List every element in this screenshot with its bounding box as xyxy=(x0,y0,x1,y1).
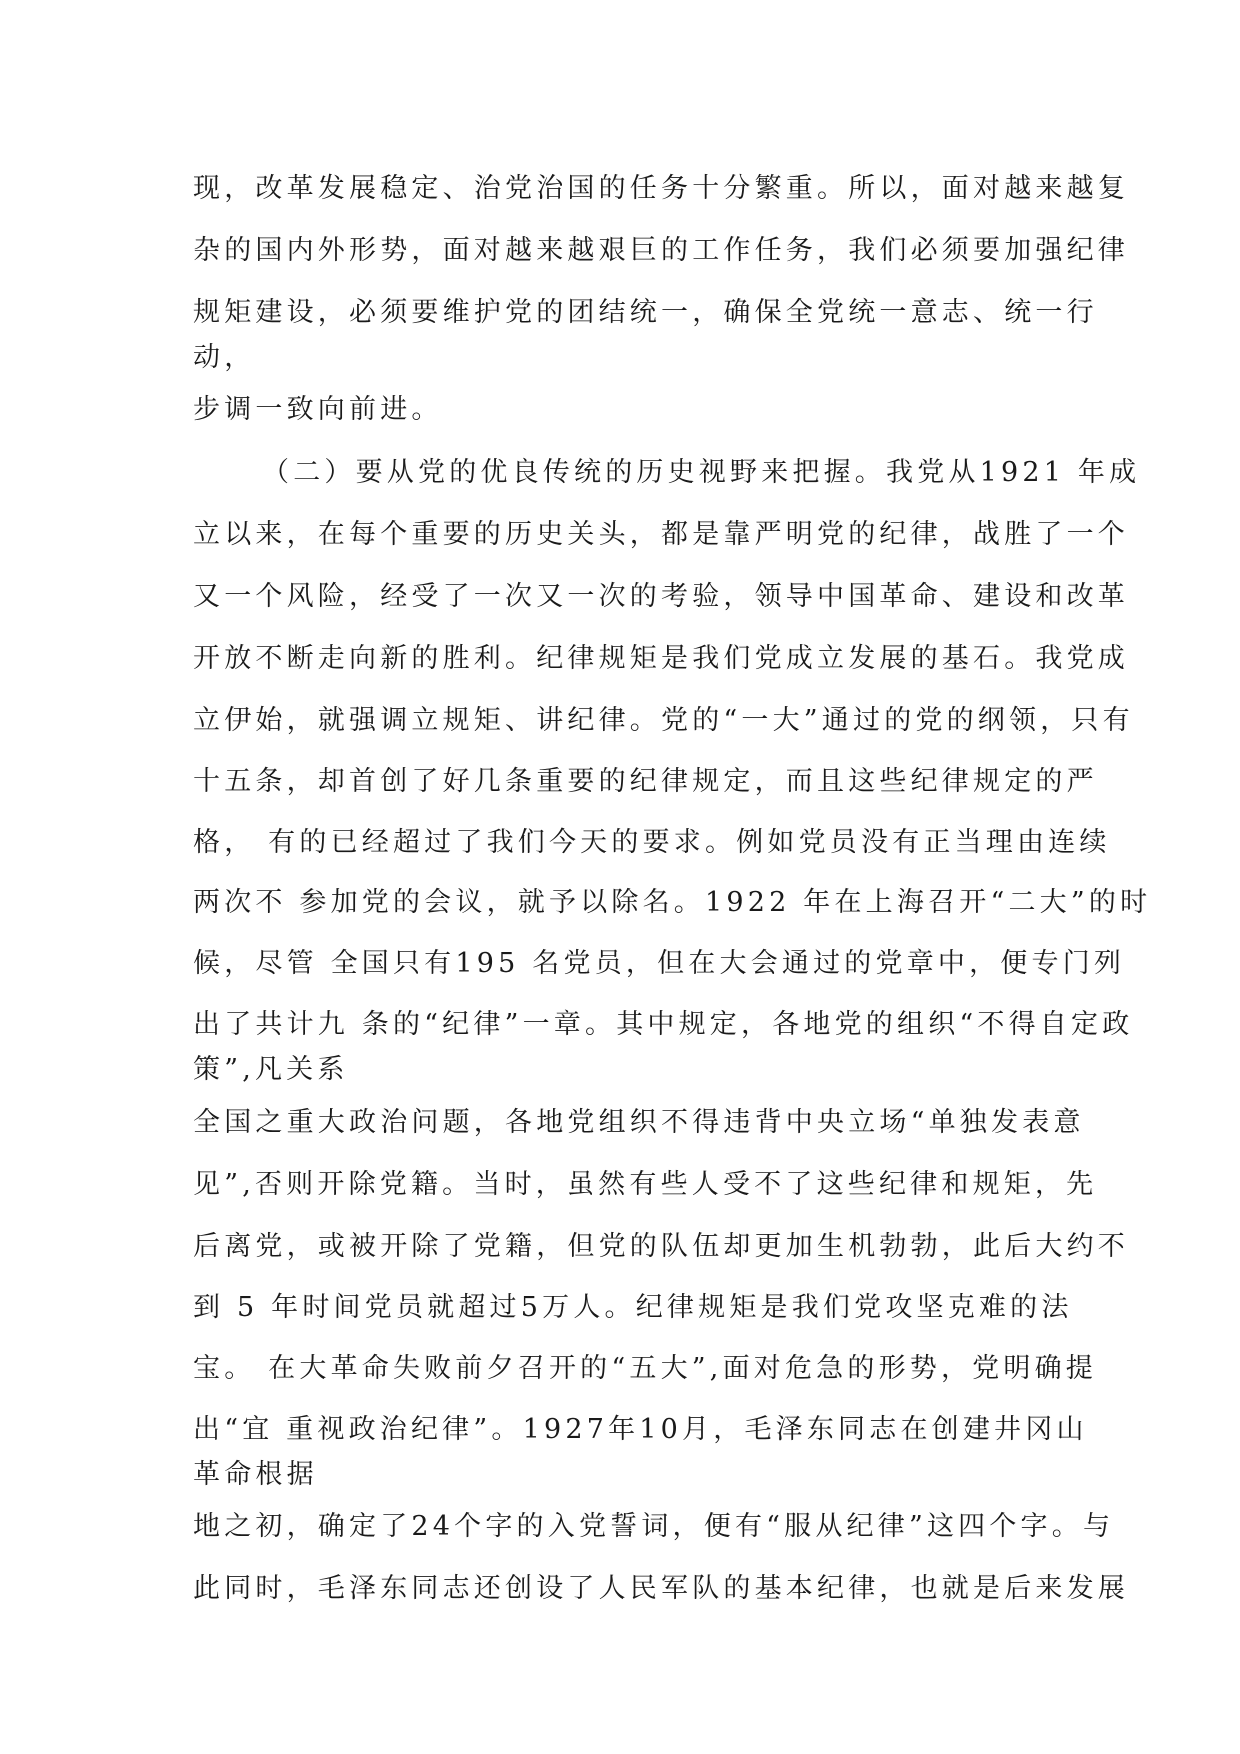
section-heading-line: （二）要从党的优良传统的历史视野来把握。我党从1921 年成 xyxy=(262,457,1141,488)
text-line: 杂的国内外形势，面对越来越艰巨的工作任务，我们必须要加强纪律 xyxy=(193,235,1129,266)
text-line: 立以来，在每个重要的历史关头，都是靠严明党的纪律，战胜了一个 xyxy=(193,519,1129,550)
text-line: 又一个风险，经受了一次又一次的考验，领导中国革命、建设和改革 xyxy=(193,581,1129,612)
text-line: 两次不 参加党的会议，就予以除名。1922 年在上海召开“二大”的时 xyxy=(193,887,1152,918)
text-line: 出了共计九 条的“纪律”一章。其中规定，各地党的组织“不得自定政 xyxy=(193,1009,1134,1040)
text-line: 全国之重大政治问题，各地党组织不得违背中央立场“单独发表意 xyxy=(193,1107,1085,1138)
text-line: 十五条，却首创了好几条重要的纪律规定，而且这些纪律规定的严 xyxy=(193,766,1098,797)
text-line: 现，改革发展稳定、治党治国的任务十分繁重。所以，面对越来越复 xyxy=(193,173,1129,204)
text-line: 规矩建设，必须要维护党的团结统一，确保全党统一意志、统一行 xyxy=(193,297,1098,328)
text-line: 开放不断走向新的胜利。纪律规矩是我们党成立发展的基石。我党成 xyxy=(193,643,1129,674)
text-line: 步调一致向前进。 xyxy=(193,394,443,425)
text-line: 革命根据 xyxy=(193,1459,318,1490)
text-line: 此同时，毛泽东同志还创设了人民军队的基本纪律，也就是后来发展 xyxy=(193,1573,1129,1604)
text-line: 立伊始，就强调立规矩、讲纪律。党的“一大”通过的党的纲领，只有 xyxy=(193,705,1134,736)
text-line: 地之初，确定了24个字的入党誓词，便有“服从纪律”这四个字。与 xyxy=(193,1511,1115,1542)
text-line: 格， 有的已经超过了我们今天的要求。例如党员没有正当理由连续 xyxy=(193,827,1111,858)
text-line: 见”,否则开除党籍。当时，虽然有些人受不了这些纪律和规矩，先 xyxy=(193,1169,1098,1200)
text-line: 后离党，或被开除了党籍，但党的队伍却更加生机勃勃，此后大约不 xyxy=(193,1231,1129,1262)
text-line: 候，尽管 全国只有195 名党员，但在大会通过的党章中，便专门列 xyxy=(193,948,1126,979)
text-line: 出“宜 重视政治纪律”。1927年10月，毛泽东同志在创建井冈山 xyxy=(193,1414,1088,1445)
text-line: 到 5 年时间党员就超过5万人。纪律规矩是我们党攻坚克难的法 xyxy=(193,1292,1073,1323)
text-line: 宝。 在大革命失败前夕召开的“五大”,面对危急的形势，党明确提 xyxy=(193,1353,1097,1384)
text-line: 策”,凡关系 xyxy=(193,1054,349,1085)
text-line: 动， xyxy=(193,342,256,373)
